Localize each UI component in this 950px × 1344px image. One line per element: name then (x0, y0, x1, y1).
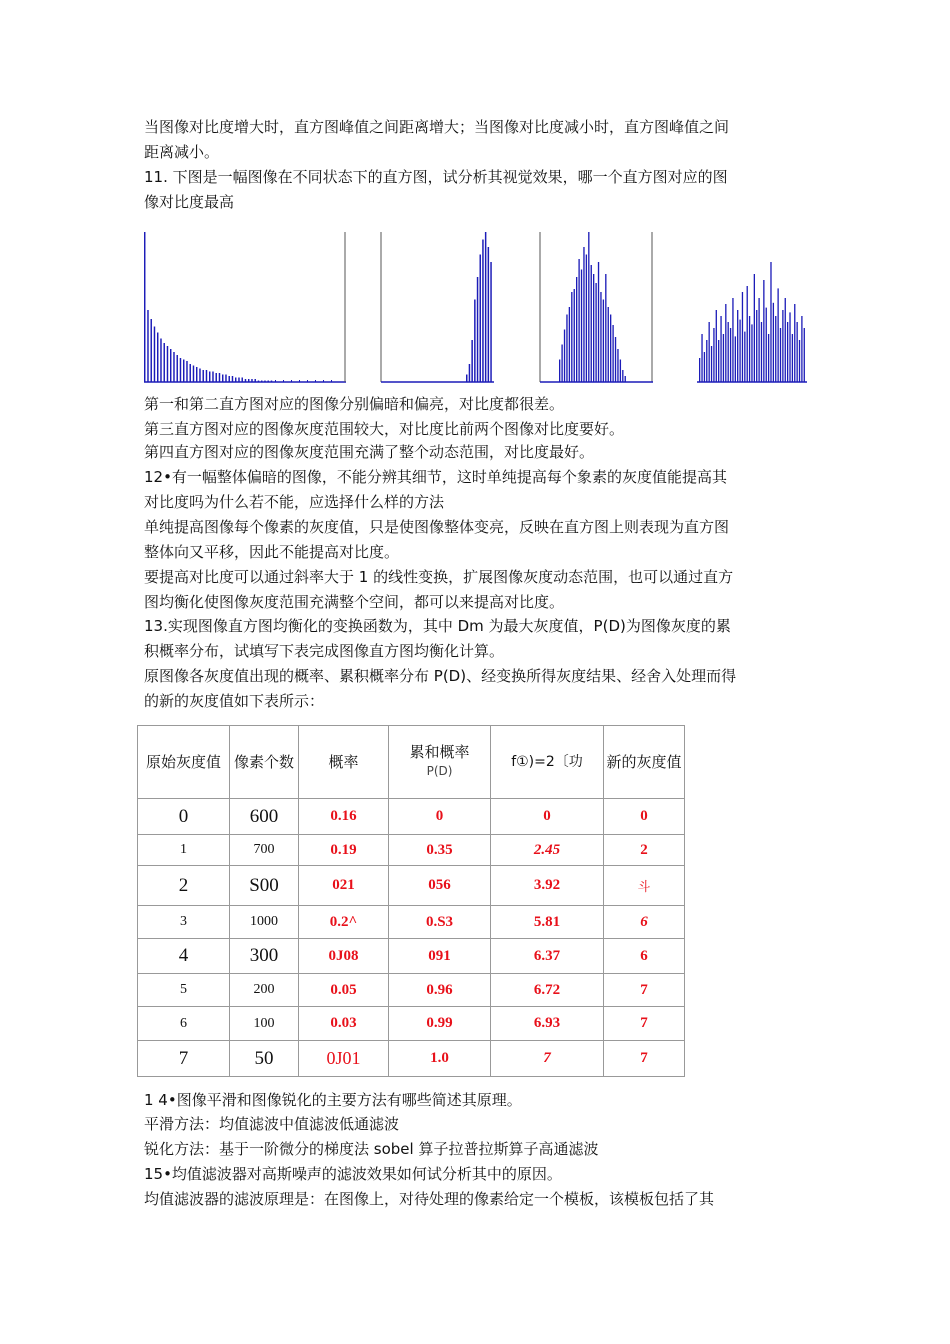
histogram-3-bar (605, 274, 606, 382)
question-12-line-2: 对比度吗为什么若不能，应选择什么样的方法 (144, 493, 445, 511)
histogram-3-bar (566, 315, 567, 383)
cell-cum: 0 (389, 799, 491, 835)
cell-prob: 0.16 (299, 799, 389, 835)
intro-line-2: 距离减小。 (144, 143, 220, 161)
histogram-4-bar (773, 303, 774, 382)
histogram-3-bar (581, 270, 582, 383)
question-13-line-4: 的新的灰度值如下表所示： (144, 692, 325, 710)
histogram-4-bar (761, 322, 762, 382)
histogram-4-bar (699, 358, 700, 382)
cell-count: 100 (230, 1007, 299, 1041)
cell-gray: 1 (138, 835, 230, 866)
question-13-line-2: 积概率分布，试填写下表完成图像直方图均衡化计算。 (144, 642, 505, 660)
histogram-3-bar (615, 337, 616, 382)
histogram-1-bar (183, 360, 184, 383)
cell-gray: 0 (138, 799, 230, 835)
cell-count: 1000 (230, 906, 299, 939)
histogram-1-bar (193, 366, 194, 383)
cell-new: 6 (604, 939, 685, 974)
histogram-3-bar (617, 349, 618, 382)
histogram-1-bar (222, 375, 223, 383)
histogram-2-bar (490, 262, 491, 382)
cell-new: 0 (604, 799, 685, 835)
cell-prob: 0J08 (299, 939, 389, 974)
histogram-3-bar (598, 262, 599, 382)
histogram-1-bar (151, 319, 152, 382)
histogram-3-bar (591, 265, 592, 382)
histogram-4-bar (720, 316, 721, 382)
histogram-4-bar (713, 328, 714, 382)
table-row (138, 866, 685, 906)
cell-count: 600 (230, 799, 299, 835)
histogram-3-bar (593, 274, 594, 382)
answer-12-line-1: 单纯提高图像每个像素的灰度值，只是使图像整体变亮，反映在直方图上则表现为直方图 (144, 518, 730, 536)
histogram-4-bar (742, 292, 743, 382)
cell-prob: 0.19 (299, 835, 389, 866)
histogram-2-bar (474, 300, 475, 383)
histogram-1-bar (203, 370, 204, 382)
question-12-line-1: 12•有一幅整体偏暗的图像，不能分辨其细节，这时单纯提高每个象素的灰度值能提高其 (144, 468, 727, 486)
histogram-1-bar (206, 370, 207, 382)
question-13-line-1: 13.实现图像直方图均衡化的变换函数为，其中 Dm 为最大灰度值，P(D)为图像灰度的累 (144, 617, 731, 635)
histogram-1-bar (216, 373, 217, 382)
histogram-3-bar (612, 325, 613, 382)
histogram-4-bar (744, 332, 745, 382)
cell-cum: 091 (389, 939, 491, 974)
cell-count: 50 (230, 1041, 299, 1077)
histogram-3-bar (574, 289, 575, 382)
histogram-4-bar (789, 312, 790, 382)
histogram-3-bar (564, 330, 565, 383)
histogram-2-bar (480, 255, 481, 383)
histogram-1 (143, 230, 347, 384)
histogram-4-bar (709, 322, 710, 382)
cell-new: 2 (604, 835, 685, 866)
histogram-3-bar (578, 259, 579, 382)
answer-14-line-1: 平滑方法：均值滤波中值滤波低通滤波 (144, 1115, 400, 1133)
question-11-line-1: 11. 下图是一幅图像在不同状态下的直方图，试分析其视觉效果，哪一个直方图对应的图 (144, 168, 728, 186)
histogram-3-bar (600, 292, 601, 382)
histogram-4-bar (768, 334, 769, 382)
header-probability: 概率 (299, 726, 389, 799)
question-11-line-2: 像对比度最高 (144, 193, 235, 211)
histogram-4-bar (794, 304, 795, 382)
cell-cum: 0.S3 (389, 906, 491, 939)
histogram-4-bar (704, 352, 705, 382)
answer-12-line-3: 要提高对比度可以通过斜率大于 1 的线性变换，扩展图像灰度动态范围，也可以通过直方 (144, 568, 734, 586)
histogram-1-bar (144, 232, 145, 382)
histogram-2-bar (471, 340, 472, 382)
histogram-4-bar (801, 316, 802, 382)
histogram-3 (539, 230, 654, 384)
histogram-4-bars (699, 262, 805, 382)
cell-new: 7 (604, 974, 685, 1007)
table-row (138, 939, 685, 974)
cell-cum: 0.35 (389, 835, 491, 866)
histogram-3-bar (608, 307, 609, 382)
histogram-4-bar (723, 334, 724, 382)
answer-14-line-2: 锐化方法：基于一阶微分的梯度法 sobel 算子拉普拉斯算子高通滤波 (144, 1140, 599, 1158)
histogram-1-bar (209, 372, 210, 383)
table-row (138, 1041, 685, 1077)
cell-trans: 6.72 (491, 974, 604, 1007)
table-header-row (138, 726, 685, 799)
histogram-3-bar (610, 315, 611, 383)
histogram-4-bar (747, 286, 748, 382)
header-new-gray: 新的灰度值 (604, 726, 685, 799)
histogram-4-bar (792, 334, 793, 382)
cell-prob: 0J01 (299, 1041, 389, 1077)
histogram-4-bar (754, 274, 755, 382)
cell-gray: 4 (138, 939, 230, 974)
cell-count: S00 (230, 866, 299, 906)
histogram-4-bar (756, 310, 757, 382)
histogram-4-bar (706, 340, 707, 382)
histogram-3-bar (625, 376, 626, 382)
histogram-4-bar (735, 336, 736, 382)
cell-gray: 5 (138, 974, 230, 1007)
cell-cum: 056 (389, 866, 491, 906)
cell-trans: 0 (491, 799, 604, 835)
histogram-4-bar (701, 334, 702, 382)
histogram-1-bar (160, 339, 161, 383)
histogram-4-bar (787, 322, 788, 382)
histogram-1-bar (177, 355, 178, 382)
cell-trans: 6.93 (491, 1007, 604, 1041)
histogram-1-bar (167, 346, 168, 382)
histogram-1-bar (147, 310, 148, 382)
answer-11-line-2: 第三直方图对应的图像灰度范围较大，对比度比前两个图像对比度要好。 (144, 420, 625, 438)
histogram-3-bar (620, 360, 621, 383)
histogram-4-bar (728, 322, 729, 382)
answer-12-line-4: 图均衡化使图像灰度范围充满整个空间，都可以来提高对比度。 (144, 593, 565, 611)
histogram-3-bar (576, 277, 577, 382)
histogram-4-bar (739, 320, 740, 382)
cell-prob: 021 (299, 866, 389, 906)
histogram-1-bar (196, 367, 197, 382)
answer-12-line-2: 整体向又平移，因此不能提高对比度。 (144, 543, 400, 561)
cell-gray: 2 (138, 866, 230, 906)
histogram-4-bar (766, 308, 767, 382)
header-cumulative: 累和概率 P(D) (389, 726, 491, 799)
histogram-4-bar (770, 262, 771, 382)
intro-line-1: 当图像对比度增大时，直方图峰值之间距离增大；当图像对比度减小时，直方图峰值之间 (144, 118, 730, 136)
histogram-3-bar (588, 232, 589, 382)
histogram-4-bar (785, 298, 786, 382)
cell-count: 700 (230, 835, 299, 866)
histogram-1-bar (190, 364, 191, 382)
histogram-1-bar (232, 376, 233, 382)
table-row (138, 799, 685, 835)
histogram-3-bar (559, 360, 560, 383)
histogram-4-bar (763, 280, 764, 382)
histogram-4-bar (725, 304, 726, 382)
histogram-2-bar (488, 247, 489, 382)
histogram-3-bars (559, 232, 626, 382)
histogram-4-bar (749, 316, 750, 382)
cell-gray: 7 (138, 1041, 230, 1077)
histogram-4-bar (730, 328, 731, 382)
histogram-3-bar (569, 307, 570, 382)
header-pixel-count: 像素个数 (230, 726, 299, 799)
histogram-2 (380, 230, 495, 384)
histogram-4-bar (716, 310, 717, 382)
table-row (138, 835, 685, 866)
histogram-3-bar (571, 292, 572, 382)
cell-count: 200 (230, 974, 299, 1007)
histogram-3-bar (561, 345, 562, 383)
cell-trans: 7 (491, 1041, 604, 1077)
cell-count: 300 (230, 939, 299, 974)
histogram-2-bars (466, 232, 492, 382)
cell-cum: 0.96 (389, 974, 491, 1007)
histogram-4-bar (782, 310, 783, 382)
histogram-2-bar (482, 240, 483, 383)
cell-new: 6 (604, 906, 685, 939)
histogram-3-bar (622, 370, 623, 382)
histogram-4 (696, 230, 808, 384)
histogram-1-bar (186, 361, 187, 382)
histogram-2-bar (469, 364, 470, 382)
histogram-1-bars (144, 232, 332, 382)
histogram-4-bar (775, 316, 776, 382)
cell-gray: 3 (138, 906, 230, 939)
histogram-3-bar (583, 247, 584, 382)
histogram-2-bar (485, 232, 486, 382)
histogram-1-bar (225, 375, 226, 383)
histogram-3-bar (586, 255, 587, 383)
answer-11-line-1: 第一和第二直方图对应的图像分别偏暗和偏亮，对比度都很差。 (144, 395, 565, 413)
cell-new: 斗 (604, 866, 685, 906)
table-row (138, 1007, 685, 1041)
histogram-1-bar (180, 358, 181, 382)
histogram-4-bar (777, 288, 778, 382)
histogram-4-bar (737, 310, 738, 382)
answer-15-line-1: 均值滤波器的滤波原理是：在图像上，对待处理的像素给定一个模板，该模板包括了其 (144, 1190, 715, 1208)
histogram-1-bar (199, 369, 200, 383)
header-original-gray: 原始灰度值 (138, 726, 230, 799)
cell-trans: 5.81 (491, 906, 604, 939)
cell-prob: 0.03 (299, 1007, 389, 1041)
cell-trans: 2.45 (491, 835, 604, 866)
histogram-1-bar (170, 349, 171, 382)
cell-trans: 3.92 (491, 866, 604, 906)
question-15-line-1: 15•均值滤波器对高斯噪声的滤波效果如何试分析其中的原因。 (144, 1165, 562, 1183)
cell-trans: 6.37 (491, 939, 604, 974)
histogram-4-bar (732, 298, 733, 382)
cell-new: 7 (604, 1041, 685, 1077)
answer-11-line-3: 第四直方图对应的图像灰度范围充满了整个动态范围，对比度最好。 (144, 443, 595, 461)
histogram-3-bar (595, 283, 596, 382)
cell-cum: 0.99 (389, 1007, 491, 1041)
histogram-4-bar (711, 346, 712, 382)
histogram-4-bar (718, 340, 719, 382)
histogram-1-bar (164, 343, 165, 382)
question-13-line-3: 原图像各灰度值出现的概率、累积概率分布 P(D)、经变换所得灰度结果、经舍入处理而得 (144, 667, 737, 685)
histogram-4-bar (799, 340, 800, 382)
cell-prob: 0.05 (299, 974, 389, 1007)
histogram-1-bar (173, 352, 174, 382)
histogram-1-bar (212, 372, 213, 383)
histogram-1-bar (157, 333, 158, 383)
cell-cum: 1.0 (389, 1041, 491, 1077)
cell-prob: 0.2^ (299, 906, 389, 939)
question-14-line-1: 1 4•图像平滑和图像锐化的主要方法有哪些简述其原理。 (144, 1091, 522, 1109)
header-transform: f①)=2〔功 (491, 726, 604, 799)
cell-new: 7 (604, 1007, 685, 1041)
histogram-3-bar (603, 300, 604, 383)
histogram-4-bar (804, 328, 805, 382)
equalization-table (137, 725, 685, 1077)
histogram-1-bar (219, 373, 220, 382)
histogram-2-bar (477, 277, 478, 382)
histogram-4-bar (751, 324, 752, 382)
cell-gray: 6 (138, 1007, 230, 1041)
histogram-4-bar (796, 322, 797, 382)
histogram-2-bar (466, 375, 467, 383)
table-row (138, 974, 685, 1007)
histogram-1-bar (229, 376, 230, 382)
table-row (138, 906, 685, 939)
histogram-1-bar (154, 327, 155, 383)
histogram-4-bar (780, 328, 781, 382)
histogram-4-bar (758, 298, 759, 382)
